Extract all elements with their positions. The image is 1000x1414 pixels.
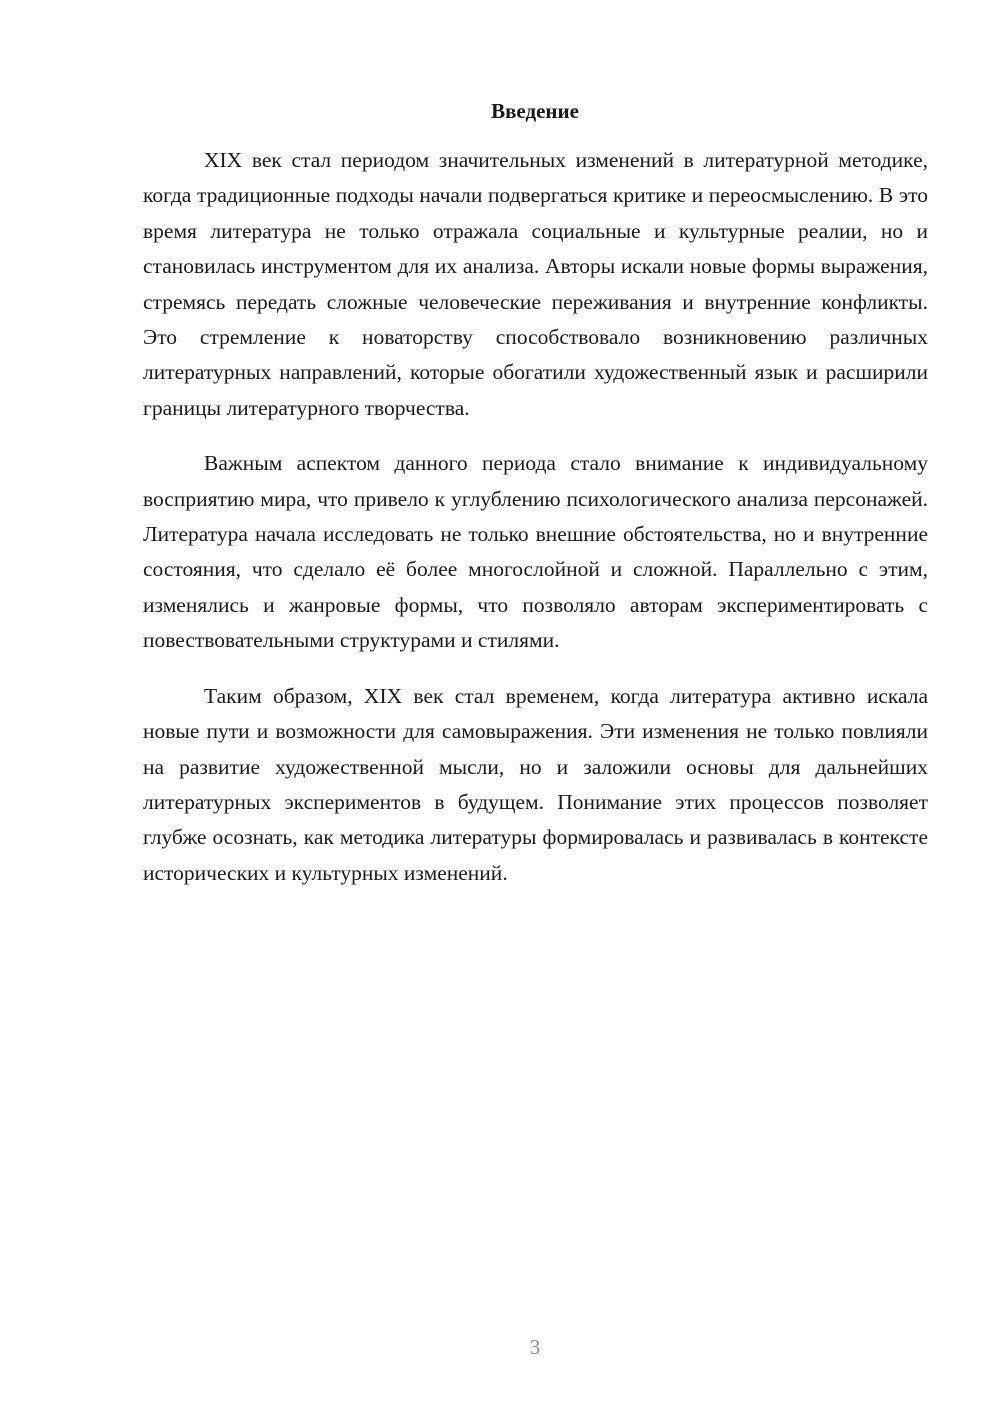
paragraph-1: XIX век стал периодом значительных изменений в литературной методике, когда традиционные подходы начали подвергаться критике и переосмыслению. В это время литература не только отражала социальные и культурные реалии, но и становилась инструментом для их анализа. Авторы искали новые формы выражения, стремясь передать сложные человеческие переживания и внутренние конфликты. Это стремление к новаторству способствовало возникновению различных литературных направлений, которые обогатили художественный язык и расширили границы литературного творчества. [143, 148, 928, 420]
paragraph-2: Важным аспектом данного периода стало внимание к индивидуальному восприятию мира, что привело к углублению психологического анализа персонажей. Литература начала исследовать не только внешние обстоятельства, но и внутренние состояния, что сделало её более многослойной и сложной. Параллельно с этим, изменялись и жанровые формы, что позволяло авторам экспериментировать с повествовательными структурами и стилями. [143, 451, 928, 653]
section-title: Введение [491, 99, 579, 123]
page-number: 3 [529, 1335, 541, 1359]
body-text [143, 143, 928, 911]
paragraph-3: Таким образом, XIX век стал временем, когда литература активно искала новые пути и возможности для самовыражения. Эти изменения не только повлияли на развитие художественной мысли, но и заложили основы для дальнейших литературных экспериментов в будущем. Понимание этих процессов позволяет глубже осознать, как методика литературы формировалась и развивалась в контексте исторических и культурных изменений. [143, 683, 928, 885]
